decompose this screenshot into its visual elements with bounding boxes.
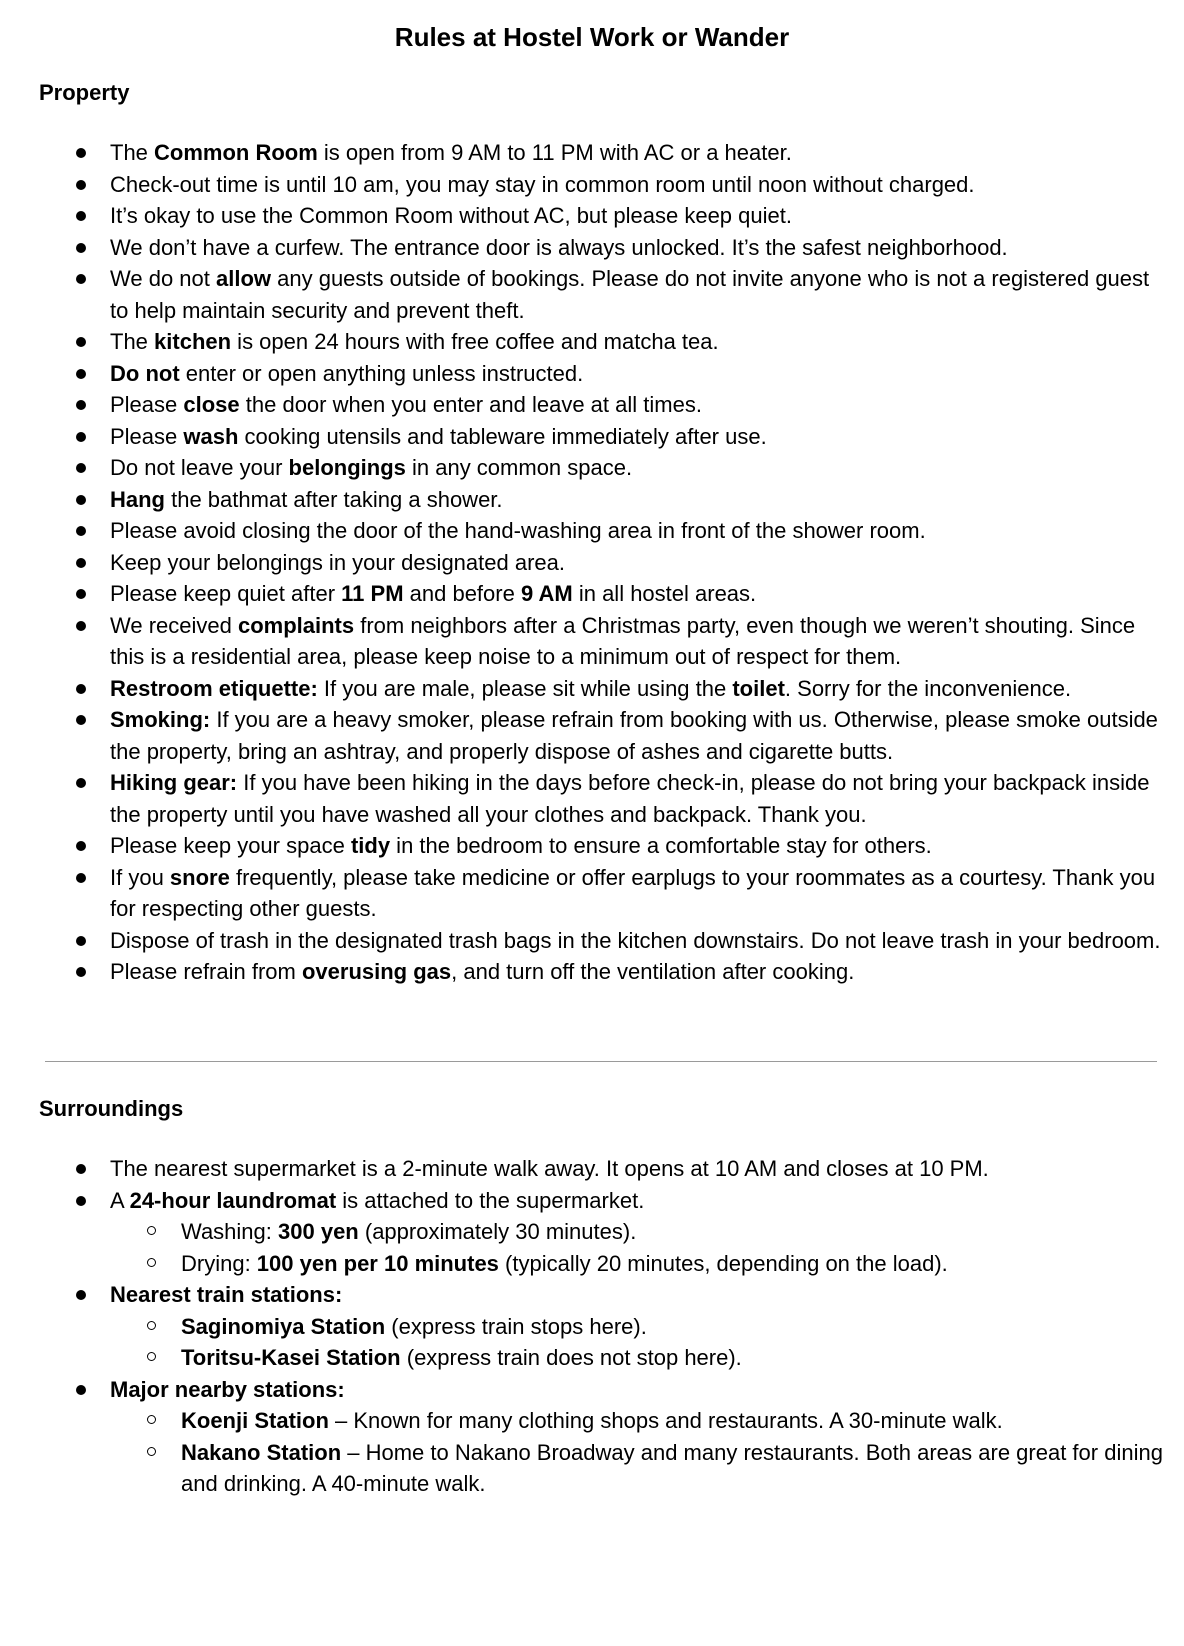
bold-text: Saginomiya Station: [181, 1313, 386, 1339]
text-segment: (typically 20 minutes, depending on the load).: [498, 1250, 948, 1276]
surroundings-list: [0, 1153, 1184, 1500]
bold-text: toilet: [732, 675, 785, 701]
surroundings-heading: Surroundings: [39, 1096, 184, 1121]
list-item: [0, 232, 1184, 264]
document-title: Rules at Hostel Work or Wander: [394, 22, 790, 52]
list-item: [0, 358, 1184, 390]
bold-text: tidy: [350, 833, 391, 858]
text-segment: Please keep quiet after: [110, 581, 342, 606]
text-segment: We received: [110, 612, 238, 638]
text-segment: It’s okay to use the Common Room without AC, but please keep quiet.: [110, 203, 792, 228]
text-segment: If you: [110, 864, 170, 890]
bold-text: Smoking:: [110, 707, 211, 732]
list-item: [0, 1279, 1184, 1311]
bold-text: Koenji Station: [181, 1408, 329, 1433]
list-item: [0, 578, 1184, 610]
bold-text: Nearest train stations:: [110, 1282, 343, 1307]
bold-text: 24-hour laundromat: [129, 1187, 337, 1213]
list-item: [0, 169, 1184, 201]
bold-text: snore: [169, 864, 230, 890]
text-segment: in any common space.: [405, 455, 633, 480]
text-segment: Do not leave your: [110, 455, 289, 480]
bold-text: Common Room: [154, 140, 318, 165]
bold-text: 300 yen: [278, 1219, 359, 1244]
text-segment: and before: [403, 581, 521, 606]
bold-text: allow: [216, 266, 272, 291]
list-item: [0, 484, 1184, 516]
text-segment: (express train stops here).: [385, 1313, 647, 1339]
text-segment: cooking utensils and tableware immediately after use.: [238, 423, 767, 449]
text-segment: Please: [110, 423, 184, 449]
bold-text: Major nearby stations:: [110, 1376, 345, 1402]
text-segment: from neighbors after a Christmas party, even though we weren’t shouting. Since this is a residential area, please keep noise to a minimum out of respect for them.: [110, 612, 1136, 669]
bold-text: wash: [183, 423, 239, 449]
bold-text: Hang: [110, 486, 165, 512]
text-segment: Please refrain from: [110, 959, 302, 984]
list-item: [0, 1374, 1184, 1406]
bold-text: close: [183, 392, 240, 417]
text-segment: If you have been hiking in the days before check-in, please do not bring your backpack inside the property until you have washed all your clothes and backpack. Thank you.: [110, 770, 1150, 827]
text-segment: Washing:: [181, 1219, 279, 1244]
bold-text: Toritsu-Kasei Station: [181, 1345, 401, 1370]
text-segment: is open from 9 AM to 11 PM with AC or a heater.: [317, 140, 792, 165]
list-item: [0, 547, 1184, 579]
text-segment: Check-out time is until 10 am, you may stay in common room until noon without charged.: [110, 171, 975, 197]
bold-text: 100 yen per 10 minutes: [256, 1250, 499, 1276]
text-segment: The: [110, 329, 155, 354]
text-segment: We do not: [110, 266, 216, 291]
bold-text: kitchen: [154, 329, 232, 354]
text-segment: Please keep your space: [110, 833, 351, 858]
list-item: [0, 452, 1184, 484]
text-segment: A: [110, 1187, 130, 1213]
bold-text: overusing gas: [301, 959, 452, 984]
list-item: [0, 1153, 1184, 1185]
text-segment: We don’t have a curfew. The entrance door is always unlocked. It’s the safest neighborhood.: [110, 234, 1008, 260]
bold-text: 11 PM: [341, 581, 404, 606]
text-segment: Drying:: [181, 1250, 257, 1276]
text-segment: If you are a heavy smoker, please refrain from booking with us. Otherwise, please smoke outside the property, bring an ashtray, and properly dispose of ashes and cigarette butts.: [110, 707, 1158, 764]
list-item: [0, 610, 1184, 673]
bold-text: Nakano Station: [181, 1439, 342, 1465]
text-segment: the door when you enter and leave at all times.: [239, 392, 702, 417]
text-segment: any guests outside of bookings. Please do not invite anyone who is not a registered guest to help maintain security and prevent theft.: [110, 266, 1150, 323]
list-item: [0, 673, 1184, 705]
text-segment: The: [110, 140, 155, 165]
text-segment: Please avoid closing the door of the hand-washing area in front of the shower room.: [110, 518, 926, 543]
sub-list-item: [0, 1405, 1184, 1437]
list-item: [0, 137, 1184, 169]
bold-text: Restroom etiquette:: [110, 675, 318, 701]
bold-text: Hiking gear:: [110, 770, 238, 795]
list-item: [0, 263, 1184, 326]
text-segment: Dispose of trash in the designated trash bags in the kitchen downstairs. Do not leave trash in your bedroom.: [110, 927, 1161, 953]
text-segment: , and turn off the ventilation after cooking.: [451, 959, 855, 984]
list-item: [0, 421, 1184, 453]
sub-list-item: [0, 1248, 1184, 1280]
list-item: [0, 956, 1184, 988]
list-item: [0, 925, 1184, 957]
sub-list-item: [0, 1311, 1184, 1343]
list-item: [0, 200, 1184, 232]
text-segment: Keep your belongings in your designated area.: [110, 549, 565, 575]
list-item: [0, 389, 1184, 421]
text-segment: is open 24 hours with free coffee and matcha tea.: [231, 329, 719, 354]
sub-list-item: [0, 1437, 1184, 1500]
text-segment: (express train does not stop here).: [400, 1345, 742, 1370]
list-item: [0, 830, 1184, 862]
list-item: [0, 326, 1184, 358]
bold-text: Do not: [110, 360, 180, 386]
sub-list-item: [0, 1216, 1184, 1248]
bold-text: 9 AM: [520, 581, 573, 606]
property-heading: Property: [39, 80, 130, 105]
text-segment: – Known for many clothing shops and restaurants. A 30-minute walk.: [328, 1408, 1003, 1433]
bold-text: complaints: [237, 612, 355, 638]
list-item: [0, 1185, 1184, 1217]
list-item: [0, 704, 1184, 767]
bold-text: belongings: [288, 455, 406, 480]
text-segment: (approximately 30 minutes).: [358, 1219, 637, 1244]
text-segment: frequently, please take medicine or offer earplugs to your roommates as a courtesy. Thank you for respecting other guests.: [110, 864, 1156, 921]
text-segment: . Sorry for the inconvenience.: [784, 675, 1072, 701]
text-segment: enter or open anything unless instructed.: [179, 360, 584, 386]
property-rules-list: [0, 137, 1184, 988]
text-segment: – Home to Nakano Broadway and many restaurants. Both areas are great for dining and drinking. A 40-minute walk.: [181, 1439, 1163, 1496]
text-segment: the bathmat after taking a shower.: [165, 486, 503, 512]
list-item: [0, 767, 1184, 830]
text-segment: If you are male, please sit while using the: [317, 675, 733, 701]
text-segment: The nearest supermarket is a 2-minute walk away. It opens at 10 AM and closes at 10 PM.: [110, 1156, 989, 1181]
text-segment: in the bedroom to ensure a comfortable stay for others.: [390, 833, 932, 858]
section-divider: [45, 1061, 1157, 1062]
text-segment: in all hostel areas.: [572, 581, 757, 606]
list-item: [0, 862, 1184, 925]
sub-list-item: [0, 1342, 1184, 1374]
text-segment: is attached to the supermarket.: [336, 1187, 645, 1213]
text-segment: Please: [110, 392, 184, 417]
list-item: [0, 515, 1184, 547]
